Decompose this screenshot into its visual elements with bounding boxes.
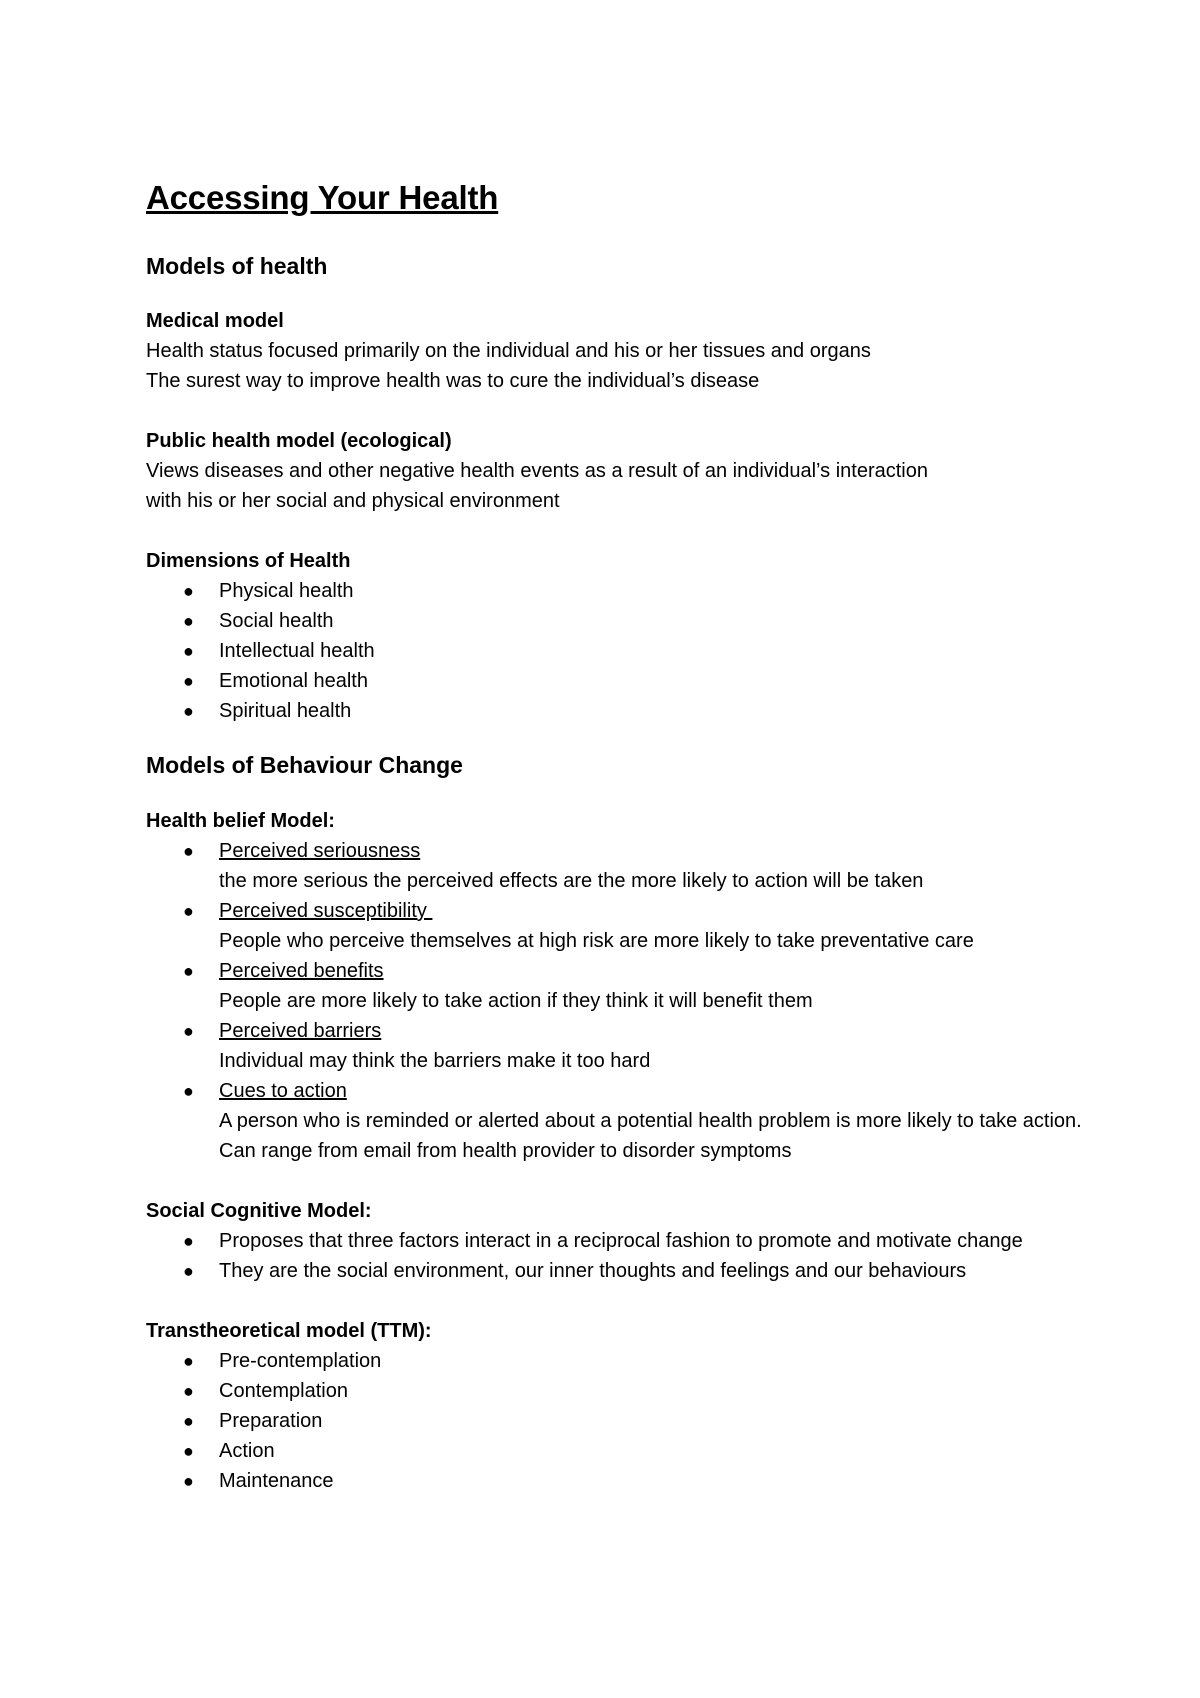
bullet-icon: ● [183, 1350, 194, 1371]
document-title: Accessing Your Health [146, 179, 499, 216]
behaviour-change-heading: Models of Behaviour Change [146, 752, 463, 779]
belief-term: Perceived susceptibility [219, 899, 433, 922]
list-item [146, 1076, 1086, 1166]
public-health-model-line: with his or her social and physical environment [146, 490, 560, 513]
list-item: ● Action [146, 1436, 1086, 1466]
belief-description: the more serious the perceived effects are the more likely to action will be taken [219, 869, 924, 892]
belief-description: Individual may think the barriers make it too hard [219, 1049, 651, 1072]
belief-description: People who perceive themselves at high risk are more likely to take preventative care [219, 929, 974, 952]
health-belief-list [146, 836, 1086, 1166]
list-item [146, 836, 1086, 896]
belief-term: Cues to action [219, 1079, 347, 1102]
belief-description: A person who is reminded or alerted about a potential health problem is more likely to take action. Can range from email from health provider to disorder symptoms [219, 1109, 1082, 1162]
bullet-icon: ● [183, 840, 194, 861]
belief-description: People are more likely to take action if they think it will benefit them [219, 989, 813, 1012]
public-health-model-line: Views diseases and other negative health events as a result of an individual’s interaction [146, 460, 928, 483]
dimensions-of-health-heading: Dimensions of Health [146, 550, 351, 573]
list-item: ● They are the social environment, our inner thoughts and feelings and our behaviours [146, 1256, 1086, 1286]
bullet-icon: ● [183, 1260, 194, 1281]
bullet-icon: ● [183, 900, 194, 921]
bullet-icon: ● [183, 1410, 194, 1431]
medical-model-line: Health status focused primarily on the individual and his or her tissues and organs [146, 340, 871, 363]
list-item: ● Maintenance [146, 1466, 1086, 1496]
bullet-icon: ● [183, 1440, 194, 1461]
list-item [146, 1016, 1086, 1076]
bullet-icon: ● [183, 960, 194, 981]
transtheoretical-model-heading: Transtheoretical model (TTM): [146, 1319, 432, 1342]
belief-term: Perceived barriers [219, 1019, 382, 1042]
list-item: ● Pre-contemplation [146, 1346, 1086, 1376]
bullet-icon: ● [183, 1230, 194, 1251]
bullet-icon: ● [183, 641, 194, 662]
belief-term: Perceived benefits [219, 959, 384, 982]
list-item [146, 896, 1086, 956]
bullet-icon: ● [183, 1080, 194, 1101]
medical-model-heading: Medical model [146, 310, 284, 333]
bullet-icon: ● [183, 701, 194, 722]
list-item [146, 956, 1086, 1016]
bullet-icon: ● [183, 611, 194, 632]
list-item: ● Preparation [146, 1406, 1086, 1436]
ttm-list [146, 1346, 1086, 1496]
social-cognitive-list [146, 1226, 1086, 1286]
bullet-icon: ● [183, 581, 194, 602]
bullet-icon: ● [183, 671, 194, 692]
list-item: ● Emotional health [146, 666, 1086, 696]
social-cognitive-model-heading: Social Cognitive Model: [146, 1199, 372, 1222]
models-of-health-heading: Models of health [146, 252, 328, 279]
document-page [146, 178, 1086, 1496]
bullet-icon: ● [183, 1470, 194, 1491]
list-item: ● Proposes that three factors interact in a reciprocal fashion to promote and motivate change [146, 1226, 1086, 1256]
bullet-icon: ● [183, 1020, 194, 1041]
medical-model-line: The surest way to improve health was to cure the individual’s disease [146, 370, 760, 393]
list-item: ● Spiritual health [146, 696, 1086, 726]
dimensions-list [146, 576, 1086, 726]
list-item: ● Contemplation [146, 1376, 1086, 1406]
public-health-model-heading: Public health model (ecological) [146, 430, 452, 453]
list-item: ● Social health [146, 606, 1086, 636]
bullet-icon: ● [183, 1380, 194, 1401]
list-item: ● Intellectual health [146, 636, 1086, 666]
health-belief-model-heading: Health belief Model: [146, 809, 335, 832]
belief-term: Perceived seriousness [219, 839, 421, 862]
list-item: ● Physical health [146, 576, 1086, 606]
